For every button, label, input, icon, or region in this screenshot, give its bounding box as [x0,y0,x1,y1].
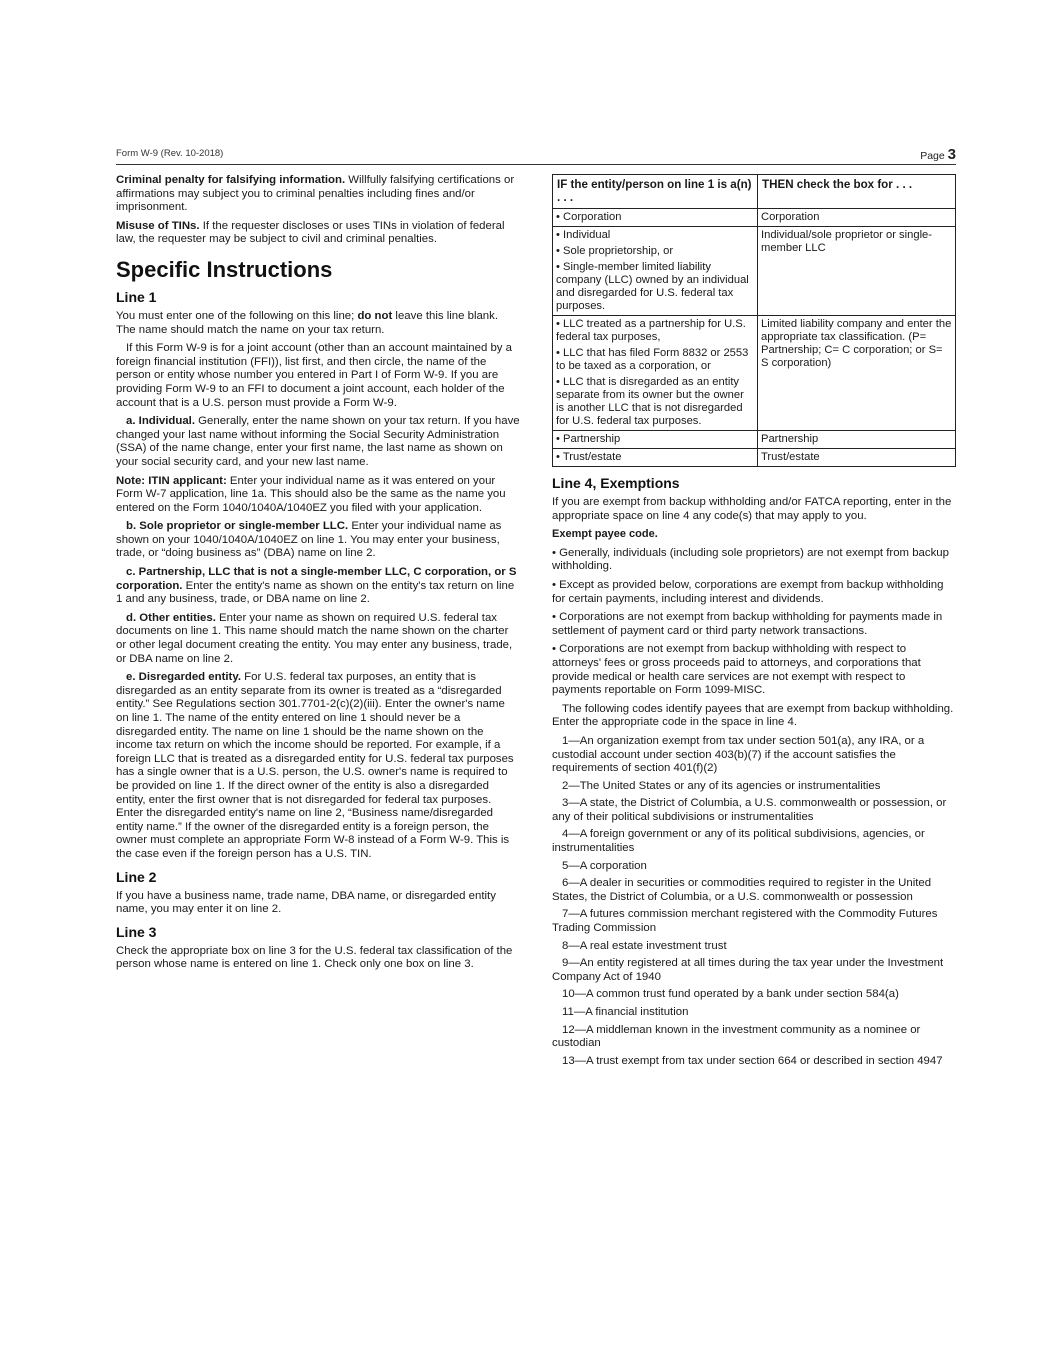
line4-heading: Line 4, Exemptions [552,475,680,491]
table-row [553,227,956,316]
codes-intro: The following codes identify payees that are exempt from backup withholding. Enter the appropriate code in the space in line 4. [552,702,954,729]
itin-note-paragraph [116,475,520,516]
line1-text-a: You must enter one of the following on this line; [116,309,358,322]
entity-item: • Trust/estate [556,451,622,463]
table-row [553,431,956,449]
table-cell-checkbox: Corporation [758,209,956,227]
line2-heading: Line 2 [116,868,157,885]
table-cell-checkbox: Limited liability company and enter the appropriate tax classification. (P= Partnership; C= C corporation; or S= S corporation) [758,316,956,431]
right-column [552,174,956,1072]
entity-item: • Partnership [556,433,621,445]
itin-note-title: Note: ITIN applicant: [116,474,227,487]
table-row [553,209,956,227]
exempt-payee-bullet: • Corporations are not exempt from backup withholding with respect to attorneys' fees or gross proceeds paid to attorneys, and corporations that provide medical or health care services are not exempt with respect to payments reportable on Form 1099-MISC. [552,643,921,697]
line3-heading: Line 3 [116,923,157,940]
table-body [553,209,956,467]
page-header [116,146,956,165]
line1-text-bold: do not [357,309,393,322]
table-header-entity: IF the entity/person on line 1 is a(n) . . . [553,175,758,209]
disregarded-entity-text: For U.S. federal tax purposes, an entity that is disregarded as an entity separate from its owner is treated as a “disregarded entity.” See Regulations section 301.7701-2(c)(2)(iii). Enter the owner's name on line 1. The name of the entity entered on line 1 should never be a disregarded entity. The name on line 1 should be the name shown on the income tax return on which the income should be reported. For example, if a foreign LLC that is treated as a disregarded entity for U.S. federal tax purposes has a single owner that is a U.S. person, the U.S. owner's name is required to be provided on line 1. If the direct owner of the entity is also a disregarded entity, enter the first owner that is not disregarded for federal tax purposes. Enter the disregarded entity's name on line 2, “Business name/disregarded entity name.” If the owner of the disregarded entity is a foreign person, the owner must complete an appropriate Form W-8 instead of a Form W-9. This is the case even if the foreign person has a U.S. TIN. [116,671,514,860]
line2-paragraph: If you have a business name, trade name, DBA name, or disregarded entity name, you may enter it on line 2. [116,889,496,916]
exempt-payee-code-item: 11—A financial institution [562,1006,689,1018]
entity-item: • LLC treated as a partnership for U.S. federal tax purposes, [556,318,746,343]
partnership-title: c. Partnership, LLC that is not a single-member LLC, C corporation, or S corporation. [116,566,517,592]
entity-item: • LLC that has filed Form 8832 or 2553 to be taxed as a corporation, or [556,347,749,372]
line4-intro: If you are exempt from backup withholding and/or FATCA reporting, enter in the appropriate space on line 4 any code(s) that may apply to you. [552,496,952,522]
page-number [920,146,956,163]
exempt-payee-bullets [552,547,956,698]
line1-heading: Line 1 [116,288,157,305]
individual-title: a. Individual. [126,415,195,428]
exempt-payee-code-item: 12—A middleman known in the investment community as a nominee or custodian [552,1023,921,1050]
entity-item: • Individual [556,229,611,241]
exempt-payee-code-item: 8—A real estate investment trust [562,939,727,952]
individual-text: Generally, enter the name shown on your tax return. If you have changed your last name without informing the Social Security Administration (SSA) of the name change, enter your first name, the last name as shown on your social security card, and your new last name. [116,415,520,468]
partnership-text: Enter the entity's name as shown on the entity's tax return on line 1 and any business, trade, or DBA name on line 2. [116,579,515,606]
sole-proprietor-paragraph [116,520,520,561]
table-row [553,449,956,467]
other-entities-paragraph [116,612,520,666]
exempt-payee-code-title: Exempt payee code. [552,528,658,541]
entity-item: • Corporation [556,211,622,223]
other-entities-text: Enter your name as shown on required U.S. federal tax documents on line 1. This name should match the name shown on the charter or other legal document creating the entity. You may enter any business, trade, or DBA name on line 2. [116,611,513,665]
exempt-payee-code-item: 10—A common trust fund operated by a bank under section 584(a) [562,988,899,1001]
line1-paragraph-2: If this Form W-9 is for a joint account (other than an account maintained by a foreign financial institution (FFI)), list first, and then circle, the name of the person or entity whose number you entered in Part I of Form W-9. If you are providing Form W-9 to an FFI to document a joint account, each holder of the account that is a U.S. person must provide a Form W-9. [116,342,512,409]
itin-note-text: Enter your individual name as it was entered on your Form W-7 application, line 1a. This should also be the same as the name you entered on the Form 1040/1040A/1040EZ you filed with your application. [116,474,506,514]
sole-proprietor-text: Enter your individual name as shown on your 1040/1040A/1040EZ on line 1. You may enter your business, trade, or “doing business as” (DBA) name on line 2. [116,520,502,560]
table-cell-checkbox: Trust/estate [758,449,956,467]
page-word: Page [920,150,945,162]
partnership-paragraph [116,566,520,607]
line1-text-c: leave this line blank. The name should match the name on your tax return. [116,309,499,336]
page-number-value: 3 [947,146,956,163]
exempt-payee-code-item: 5—A corporation [562,859,647,872]
misuse-text: If the requester discloses or uses TINs in violation of federal law, the requester may be subject to civil and criminal penalties. [116,219,505,246]
table-row [553,316,956,431]
entity-item: • LLC that is disregarded as an entity separate from its owner but the owner is another LLC that is not disregarded for U.S. federal tax purposes. [556,376,744,427]
entity-item: • Single-member limited liability company (LLC) owned by an individual and disregarded for U.S. federal tax purposes. [556,261,749,312]
exempt-payee-code-item: 9—An entity registered at all times during the tax year under the Investment Company Act of 1940 [552,957,944,983]
table-cell-entity [553,227,758,316]
exempt-payee-code-item: 1—An organization exempt from tax under section 501(a), any IRA, or a custodial account under section 403(b)(7) if the account satisfies the requirements of section 401(f)(2) [552,734,925,775]
line3-paragraph: Check the appropriate box on line 3 for the U.S. federal tax classification of the person whose name is entered on line 1. Check only one box on line 3. [116,944,513,971]
form-id: Form W-9 (Rev. 10-2018) [116,148,224,159]
exempt-payee-bullet: • Corporations are not exempt from backup withholding for payments made in settlement of payment card or third party network transactions. [552,611,943,637]
table-cell-checkbox: Individual/sole proprietor or single-member LLC [758,227,956,316]
specific-instructions-heading: Specific Instructions [116,256,333,282]
table-cell-entity [553,431,758,449]
sole-proprietor-title: b. Sole proprietor or single-member LLC. [126,520,349,533]
entity-item: • Sole proprietorship, or [556,245,674,257]
misuse-paragraph [116,220,520,247]
table-header-row [553,175,956,209]
criminal-penalty-title: Criminal penalty for falsifying information. [116,174,346,186]
table-cell-checkbox: Partnership [758,431,956,449]
exempt-payee-code-item: 2—The United States or any of its agencies or instrumentalities [562,779,881,792]
disregarded-entity-title: e. Disregarded entity. [126,671,241,684]
left-column [116,174,520,977]
entity-classification-table [552,174,956,467]
criminal-penalty-paragraph [116,174,520,215]
table-cell-entity [553,316,758,431]
exempt-payee-bullet: • Generally, individuals (including sole proprietors) are not exempt from backup withholding. [552,546,949,573]
exempt-payee-code-list [552,735,956,1068]
table-cell-entity [553,209,758,227]
other-entities-title: d. Other entities. [126,611,216,624]
table-header-checkbox: THEN check the box for . . . [758,175,956,209]
exempt-payee-code-item: 7—A futures commission merchant registered with the Commodity Futures Trading Commission [552,908,938,935]
exempt-payee-code-item: 4—A foreign government or any of its political subdivisions, agencies, or instrumentalities [552,828,925,855]
table-cell-entity [553,449,758,467]
disregarded-entity-paragraph [116,671,520,861]
criminal-penalty-text: Willfully falsifying certifications or affirmations may subject you to criminal penalties including fines and/or imprisonment. [116,174,515,214]
exempt-payee-bullet: • Except as provided below, corporations are exempt from backup withholding for certain payments, including interest and dividends. [552,578,944,605]
misuse-title: Misuse of TINs. [116,219,200,232]
line1-paragraph-1 [116,310,520,337]
exempt-payee-code-item: 3—A state, the District of Columbia, a U.S. commonwealth or possession, or any of their political subdivisions or instrumentalities [552,797,947,823]
exempt-payee-code-item: 13—A trust exempt from tax under section 664 or described in section 4947 [562,1054,943,1067]
individual-paragraph [116,415,520,469]
exempt-payee-code-item: 6—A dealer in securities or commodities required to register in the United States, the District of Columbia, or a U.S. commonwealth or possession [552,877,932,903]
